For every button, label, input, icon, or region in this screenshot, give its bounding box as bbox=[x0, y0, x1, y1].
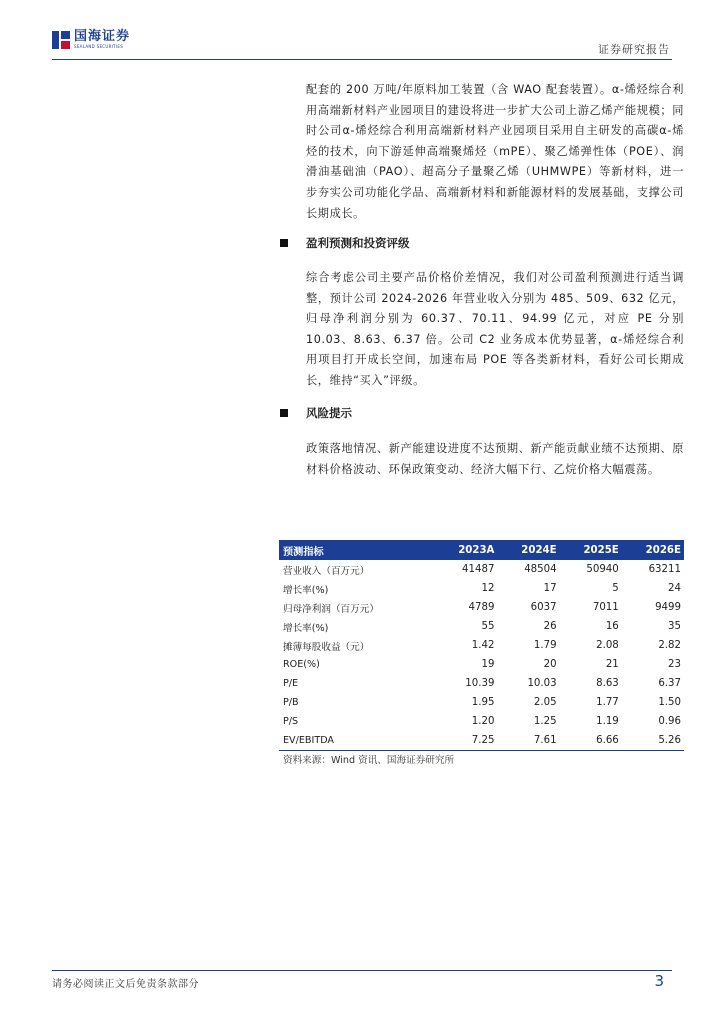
section-risk-title: 风险提示 bbox=[306, 406, 352, 420]
table-cell: 19 bbox=[481, 659, 495, 670]
table-cell: 1.19 bbox=[596, 716, 619, 727]
table-header-cell: 2023A bbox=[434, 540, 498, 560]
footer-disclaimer: 请务必阅读正文后免责条款部分 bbox=[52, 979, 199, 990]
table-cell: 41487 bbox=[462, 564, 495, 575]
table-cell: 23 bbox=[668, 659, 681, 670]
table-row bbox=[279, 712, 684, 731]
table-row bbox=[279, 579, 684, 598]
table-cell: 1.95 bbox=[471, 697, 495, 708]
table-cell: ROE(%) bbox=[283, 659, 320, 670]
table-cell: 增长率(%) bbox=[283, 584, 329, 596]
table-cell: 2.82 bbox=[658, 640, 681, 651]
table-cell: EV/EBITDA bbox=[279, 731, 434, 751]
table-cell: 1.50 bbox=[658, 697, 681, 708]
table-header-cell: 2025E bbox=[560, 540, 622, 560]
table-cell: 63211 bbox=[648, 564, 681, 575]
table-cell: 1.25 bbox=[533, 716, 557, 727]
document-type: 证券研究报告 bbox=[598, 43, 670, 56]
table-cell: 55 bbox=[481, 621, 495, 632]
footer-divider bbox=[52, 970, 672, 971]
table-header-cell: 2024E bbox=[497, 540, 559, 560]
logo-mark-icon bbox=[52, 31, 70, 49]
table-cell: 12 bbox=[481, 583, 495, 594]
table-cell: 1.20 bbox=[471, 716, 495, 727]
table-cell: 48504 bbox=[524, 564, 557, 575]
table-cell: 4789 bbox=[468, 602, 495, 613]
table-row bbox=[279, 674, 684, 693]
table-cell: 9499 bbox=[655, 602, 681, 613]
table-cell: 5.26 bbox=[622, 731, 684, 751]
section-forecast-body: 综合考虑公司主要产品价格价差情况，我们对公司盈利预测进行适当调整，预计公司 2024-2026 年营业收入分别为 485、509、632 亿元，归母净利润分别为 60.37、70.11、94.99 亿元，对应 PE 分别 10.03、8.63、6.37 倍。公司 C2 业务成本优势显著，α-烯烃综合利用项目打开成长空间，加速布局 POE 等各类新材料，看好公司长期成长，维持“买入”评级。 bbox=[306, 271, 684, 387]
table-row bbox=[279, 655, 684, 674]
table-row bbox=[279, 636, 684, 655]
table-cell: 归母净利润（百万元） bbox=[283, 603, 379, 615]
bullet-square-icon bbox=[280, 239, 288, 247]
table-cell: 6037 bbox=[530, 602, 557, 613]
table-cell: 1.42 bbox=[471, 640, 495, 651]
logo-name-cn: 国海证券 bbox=[74, 29, 131, 44]
table-cell: P/E bbox=[283, 678, 299, 689]
table-cell: 5 bbox=[612, 583, 619, 594]
table-cell: 增长率(%) bbox=[283, 622, 329, 634]
table-cell: 摊薄每股收益（元） bbox=[283, 641, 370, 653]
table-cell: 35 bbox=[668, 621, 681, 632]
table-cell: 营业收入（百万元） bbox=[283, 565, 370, 577]
table-row bbox=[279, 560, 684, 579]
table-cell: 8.63 bbox=[596, 678, 619, 689]
bullet-square-icon bbox=[280, 409, 288, 417]
table-cell: 0.96 bbox=[658, 716, 681, 727]
section-forecast-heading bbox=[280, 235, 410, 251]
table-header-cell: 2026E bbox=[622, 540, 684, 560]
table-cell: 6.37 bbox=[658, 678, 681, 689]
table-cell: 2.05 bbox=[533, 697, 557, 708]
table-row bbox=[279, 731, 684, 751]
table-row bbox=[279, 693, 684, 712]
table-row bbox=[279, 617, 684, 636]
table-cell: 1.79 bbox=[533, 640, 557, 651]
table-cell: 1.77 bbox=[596, 697, 619, 708]
forecast-table bbox=[279, 540, 684, 751]
table-cell: 2.08 bbox=[596, 640, 619, 651]
table-cell: 6.66 bbox=[560, 731, 622, 751]
table-cell: 24 bbox=[668, 583, 681, 594]
logo-name-en: SEALAND SECURITIES bbox=[74, 44, 124, 49]
table-cell: 7011 bbox=[592, 602, 619, 613]
table-header-cell: 预测指标 bbox=[279, 540, 434, 560]
table-cell: P/B bbox=[283, 697, 299, 708]
page-number: 3 bbox=[654, 972, 664, 990]
intro-paragraph: 配套的 200 万吨/年原料加工装置（含 WAO 配套装置）。α-烯烃综合利用高端新材料产业园项目的建设将进一步扩大公司上游乙烯产能规模；同时公司α-烯烃综合利用高端新材料产业园项目采用自主研发的高碳α-烯烃的技术，向下游延伸高端聚烯烃（mPE）、聚乙烯弹性体（POE）、润滑油基础油（PAO）、超高分子量聚乙烯（UHMWPE）等新材料，进一步夯实公司功能化学品、高端新材料和新能源材料的发展基础，支撑公司长期成长。 bbox=[306, 83, 684, 220]
table-cell: 50940 bbox=[586, 564, 619, 575]
company-logo bbox=[52, 30, 130, 49]
table-cell: 16 bbox=[605, 621, 619, 632]
table-cell: 7.25 bbox=[434, 731, 498, 751]
table-row bbox=[279, 598, 684, 617]
table-cell: 10.39 bbox=[465, 678, 495, 689]
section-risk-heading bbox=[280, 405, 352, 421]
table-source-note: 资料来源：Wind 资讯、国海证券研究所 bbox=[283, 755, 455, 766]
section-risk-body: 政策落地情况、新产能建设进度不达预期、新产能贡献业绩不达预期、原材料价格波动、环保政策变动、经济大幅下行、乙烷价格大幅震荡。 bbox=[306, 442, 684, 476]
table-cell: 17 bbox=[543, 583, 557, 594]
section-forecast-title: 盈利预测和投资评级 bbox=[306, 236, 410, 250]
table-header-row bbox=[279, 540, 684, 560]
page-header bbox=[0, 0, 724, 60]
table-cell: 26 bbox=[543, 621, 557, 632]
table-cell: 10.03 bbox=[527, 678, 557, 689]
table-cell: 20 bbox=[543, 659, 557, 670]
header-divider bbox=[52, 59, 672, 60]
table-cell: P/S bbox=[283, 716, 299, 727]
table-cell: 21 bbox=[605, 659, 619, 670]
table-cell: 7.61 bbox=[497, 731, 559, 751]
